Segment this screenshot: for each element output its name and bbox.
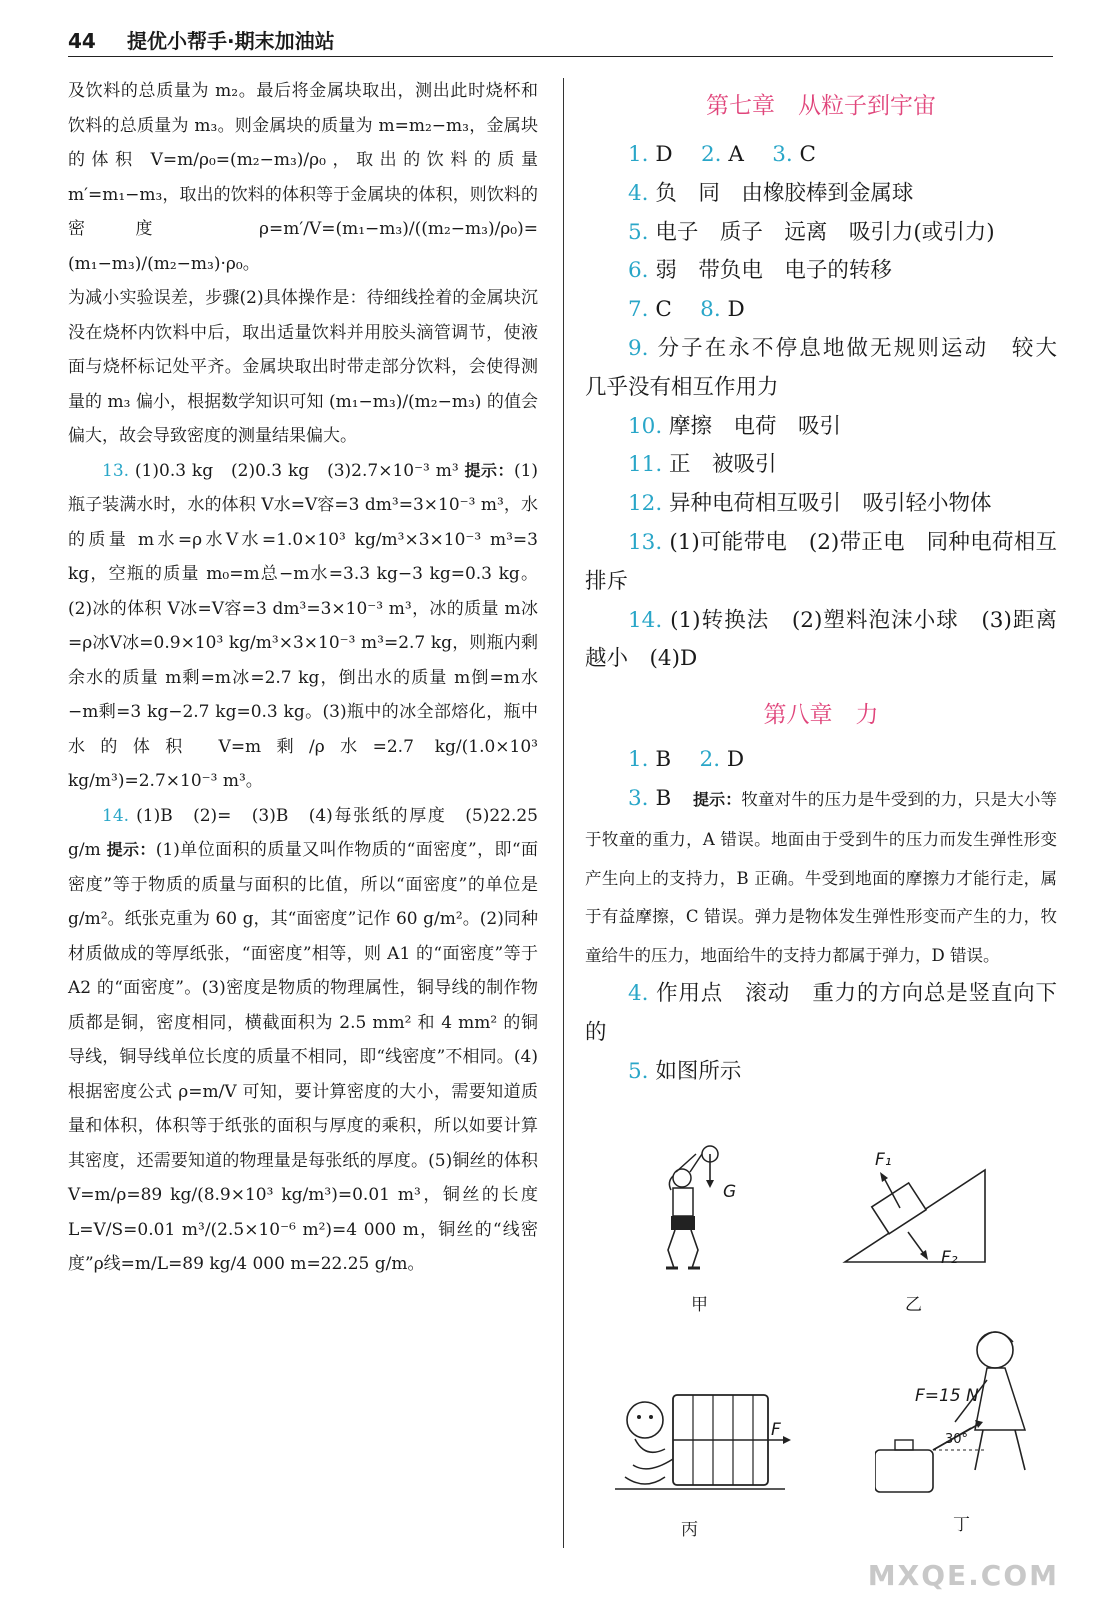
answer-14: [68, 799, 538, 1282]
watermark: MXQE.COM: [867, 1559, 1059, 1592]
label-push-force: F: [771, 1420, 781, 1440]
question-number: 7.: [628, 297, 649, 323]
column-divider: [563, 78, 564, 1548]
answer-text: 如图所示: [655, 1058, 742, 1084]
question-number: 3.: [772, 142, 793, 167]
label-gravity: G: [723, 1182, 737, 1202]
question-number: 2.: [699, 747, 721, 773]
label-f2: F₂: [941, 1248, 958, 1268]
question-number: 9.: [628, 335, 649, 361]
question-number: 12.: [628, 491, 663, 517]
ch7-answer-12: [585, 485, 1057, 524]
ch7-answer-5: [585, 214, 1057, 253]
figure-ding-pulling-suitcase: [875, 1320, 1055, 1505]
question-number: 1.: [628, 747, 649, 773]
answer-13: [68, 454, 538, 799]
ch7-answers-1-3: [585, 136, 1057, 175]
answer-text: D: [655, 142, 695, 167]
chapter-8-title: 第八章 力: [763, 702, 879, 729]
answer-text: (1)0.3 kg (2)0.3 kg (3)2.7×10⁻³ m³: [134, 460, 459, 481]
answer-text: C: [799, 142, 816, 167]
question-number: 14.: [628, 607, 663, 633]
question-number: 4.: [628, 180, 649, 206]
ch8-answer-4: [585, 975, 1057, 1053]
left-column: [68, 74, 538, 1282]
ch7-answer-10: [585, 408, 1057, 447]
label-angle: 30°: [945, 1432, 969, 1447]
ch7-answer-11: [585, 446, 1057, 485]
answer-text: D: [726, 747, 745, 773]
solution-paragraph-2: 为减小实验误差，步骤(2)具体操作是：待细线拴着的金属块沉没在烧杯内饮料中后，取出适量饮料并用胶头滴管调节，使液面与烧杯标记处平齐。金属块取出时带走部分饮料，会使得测量的 m₃ 偏小，根据数学知识可知 (m₁−m₃)/(m₂−m₃) 的值会偏大，故会导致密度的测量结果偏大。: [68, 288, 538, 446]
hint-text: (1)瓶子装满水时，水的体积 V水=V容=3 dm³=3×10⁻³ m³，水的质量 m水=ρ水V水=1.0×10³ kg/m³×3×10⁻³ m³=3 kg，空瓶的质量 m₀=m总−m水=3.3 kg−3 kg=0.3 kg。(2)冰的体积 V冰=V容=3 dm³=3×10⁻³ m³，冰的质量 m冰=ρ冰V冰=0.9×10³ kg/m³×3×10⁻³ m³=2.7 kg，则瓶内剩余水的质量 m剩=m冰=2.7 kg，倒出水的质量 m倒=m水−m剩=3 kg−2.7 kg=0.3 kg。(3)瓶中的冰全部熔化，瓶中水的体积 V=m剩/ρ水=2.7 kg/(1.0×10³ kg/m³)=2.7×10⁻³ m³。: [68, 460, 539, 791]
question-number: 8.: [700, 297, 721, 323]
ch7-answer-14: [585, 602, 1057, 680]
hint-label: 提示：: [106, 840, 156, 859]
question-number: 4.: [628, 980, 649, 1006]
question-number: 13.: [628, 529, 663, 555]
ch7-answer-6: [585, 252, 1057, 291]
ch8-answer-3: [585, 780, 1057, 975]
ch7-answer-7-8: [585, 291, 1057, 330]
question-number: 5.: [628, 1058, 649, 1084]
question-number: 6.: [628, 258, 649, 284]
answer-text: (1)可能带电 (2)带正电 同种电荷相互排斥: [585, 529, 1057, 594]
ch7-answer-9: [585, 330, 1079, 408]
question-number: 13.: [102, 460, 130, 481]
answer-text: 摩擦 电荷 吸引: [669, 413, 842, 439]
answer-text: A: [728, 142, 766, 167]
solution-paragraph-1: 及饮料的总质量为 m₂。最后将金属块取出，测出此时烧杯和饮料的总质量为 m₃。则金属块的质量为 m=m₂−m₃，金属块的体积 V=m/ρ₀=(m₂−m₃)/ρ₀，取出的饮料的质量 m′=m₁−m₃，取出的饮料的体积等于金属块的体积，则饮料的密度 ρ=m′/V=(m₁−m₃)/((m₂−m₃)/ρ₀)=(m₁−m₃)/(m₂−m₃)·ρ₀。: [68, 81, 538, 274]
figure-jia-volleyball: [640, 1140, 760, 1290]
answer-text: B: [655, 747, 693, 773]
caption-yi: 乙: [905, 1295, 922, 1315]
question-number: 10.: [628, 413, 663, 439]
question-number: 5.: [628, 219, 649, 245]
label-pull-force: F=15 N: [915, 1386, 979, 1406]
label-f1: F₁: [875, 1150, 892, 1170]
hint-label: 提示：: [693, 789, 742, 809]
chapter-7-title: 第七章 从粒子到宇宙: [706, 93, 936, 119]
hint-text: 牧童对牛的压力是牛受到的力，只是大小等于牧童的重力，A 错误。地面由于受到牛的压力而发生弹性形变产生向上的支持力，B 正确。牛受到地面的摩擦力才能行走，属于有益摩擦，C 错误。弹力是物体发生弹性形变而产生的力，牧童给牛的压力，地面给牛的支持力都属于弹力，D 错误。: [585, 789, 1057, 966]
answer-text: 负 同 由橡胶棒到金属球: [655, 180, 914, 206]
question-number: 1.: [628, 142, 649, 167]
answer-text: C: [655, 297, 694, 323]
question-number: 2.: [700, 142, 722, 167]
page-header: [68, 26, 1053, 57]
question-number: 11.: [628, 452, 663, 478]
page-number: 44: [68, 29, 96, 53]
answer-text: 电子 质子 远离 吸引力(或引力): [655, 219, 995, 245]
answer-text: 异种电荷相互吸引 吸引轻小物体: [669, 491, 992, 517]
caption-ding: 丁: [953, 1515, 970, 1535]
book-title: 提优小帮手·期末加油站: [126, 29, 335, 53]
caption-jia: 甲: [691, 1295, 708, 1315]
answer-text: B: [655, 785, 694, 811]
answer-text: 作用点 滚动 重力的方向总是竖直向下的: [585, 980, 1057, 1045]
question-number: 3.: [628, 785, 649, 811]
answer-text: (1)B (2)= (3)B (4)每张纸的厚度 (5)22.25 g/m: [68, 805, 538, 860]
ch8-answer-5: [585, 1053, 1057, 1092]
hint-label: 提示：: [464, 460, 514, 480]
answer-text: 弱 带负电 电子的转移: [655, 258, 892, 284]
answer-text: 分子在永不停息地做无规则运动 较大 几乎没有相互作用力: [585, 335, 1079, 400]
ch7-answer-13: [585, 524, 1057, 602]
force-diagrams: [585, 1130, 1057, 1550]
hint-text: (1)单位面积的质量又叫作物质的“面密度”，即“面密度”等于物质的质量与面积的比值，所以“面密度”的单位是 g/m²。纸张克重为 60 g，其“面密度”记作 60 g/m²。(2)同种材质做成的等厚纸张，“面密度”相等，则 A1 的“面密度”等于 A2 的“面密度”。(3)密度是物质的物理属性，铜导线的制作物质都是铜，密度相同，横截面积为 2.5 mm² 和 4 mm² 的铜导线，铜导线单位长度的质量不相同，即“线密度”不相同。(4)根据密度公式 ρ=m/V 可知，要计算密度的大小，需要知道质量和体积，体积等于纸张的面积与厚度的乘积，所以如要计算其密度，还需要知道的物理量是每张纸的厚度。(5)铜丝的体积 V=m/ρ=89 kg/(8.9×10³ kg/m³)=0.01 m³，铜丝的长度 L=V/S=0.01 m³/(2.5×10⁻⁶ m²)=4 000 m，铜丝的“线密度”ρ线=m/L=89 kg/4 000 m=22.25 g/m。: [68, 840, 538, 1274]
right-column: [585, 82, 1079, 1091]
answer-text: D: [727, 297, 745, 323]
question-number: 14.: [102, 805, 130, 826]
answer-text: 正 被吸引: [669, 452, 777, 478]
answer-text: (1)转换法 (2)塑料泡沫小球 (3)距离越小 (4)D: [585, 607, 1057, 672]
ch8-answers-1-2: [585, 741, 1057, 780]
ch7-answer-4: [585, 175, 1057, 214]
figure-yi-incline: [840, 1150, 990, 1270]
figure-bing-pushing-crate: [605, 1385, 795, 1500]
caption-bing: 丙: [681, 1520, 698, 1540]
